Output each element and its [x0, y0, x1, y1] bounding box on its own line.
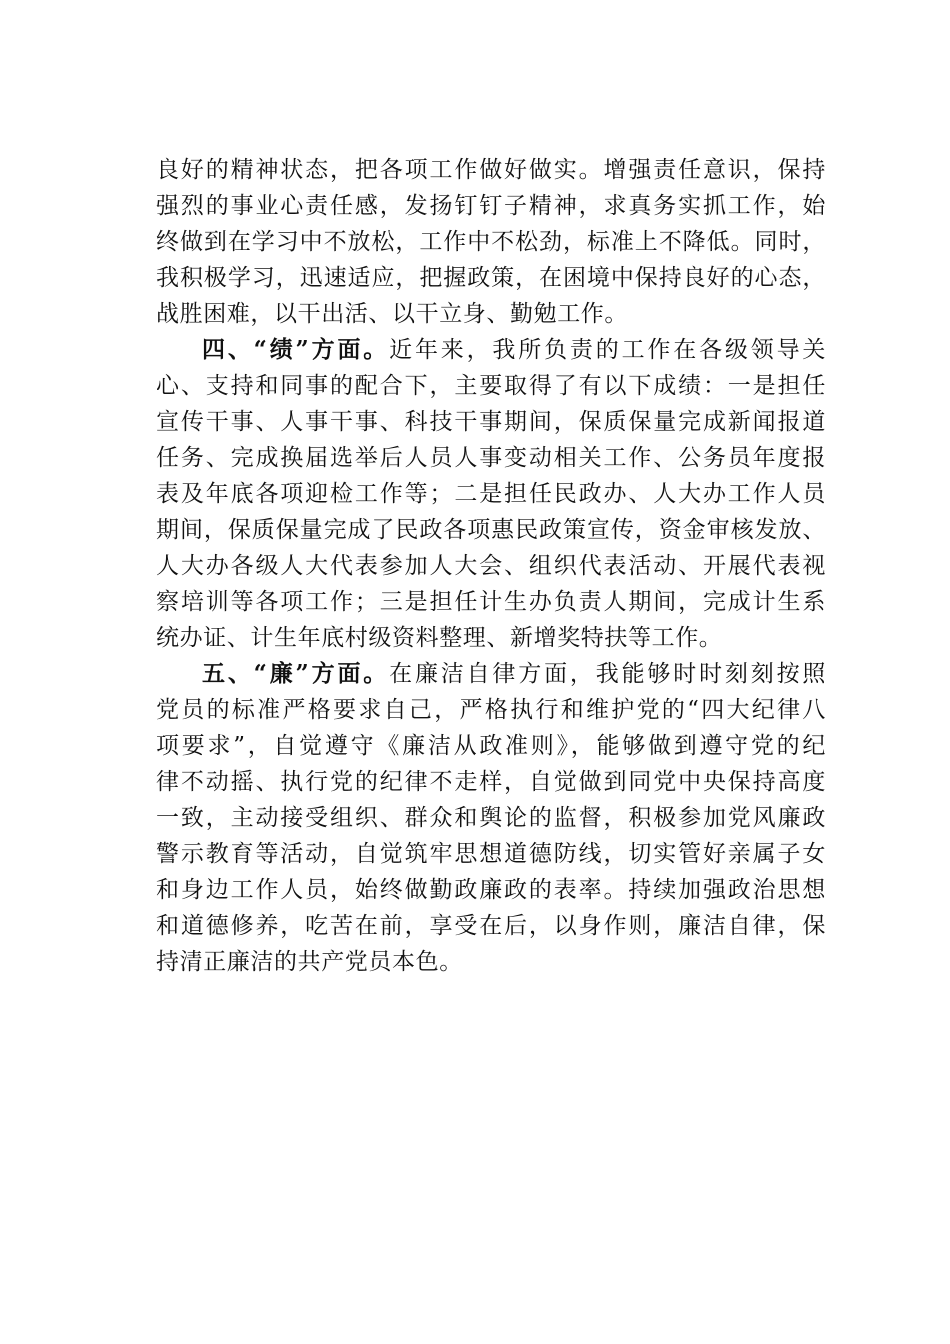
- text-line: 强烈的事业心责任感，发扬钉钉子精神，求真务实抓工作，始: [156, 193, 826, 219]
- text-line: 党员的标准严格要求自己，严格执行和维护党的“四大纪律八: [156, 697, 826, 723]
- document-body: [156, 152, 826, 980]
- text-line: 宣传干事、人事干事、科技干事期间，保质保量完成新闻报道: [156, 409, 826, 435]
- text-line: 持清正廉洁的共产党员本色。: [156, 949, 463, 975]
- text-line: 和道德修养，吃苦在前，享受在后，以身作则，廉洁自律，保: [156, 913, 826, 939]
- text-line: 警示教育等活动，自觉筑牢思想道德防线，切实管好亲属子女: [156, 841, 826, 867]
- text-line: 期间，保质保量完成了民政各项惠民政策宣传，资金审核发放、: [156, 517, 826, 543]
- text-line: 统办证、计生年底村级资料整理、新增奖特扶等工作。: [156, 625, 723, 651]
- text-line: 表及年底各项迎检工作等；二是担任民政办、人大办工作人员: [156, 481, 826, 507]
- section-heading-lian: 五、“廉”方面。: [202, 660, 390, 687]
- text-line: 任务、完成换届选举后人员人事变动相关工作、公务员年度报: [156, 445, 826, 471]
- text-line: 战胜困难，以干出活、以干立身、勤勉工作。: [156, 301, 628, 327]
- text-run: 在廉洁自律方面，我能够时时刻刻按照: [389, 661, 826, 687]
- text-line: 一致，主动接受组织、群众和舆论的监督，积极参加党风廉政: [156, 805, 826, 831]
- paragraph-lian: [156, 656, 826, 980]
- text-line: 心、支持和同事的配合下，主要取得了有以下成绩：一是担任: [156, 373, 826, 399]
- paragraph-continued: [156, 152, 826, 332]
- text-line: 律不动摇、执行党的纪律不走样，自觉做到同党中央保持高度: [156, 769, 826, 795]
- paragraph-ji: [156, 332, 826, 656]
- text-line: 项要求”，自觉遵守《廉洁从政准则》，能够做到遵守党的纪: [156, 733, 826, 759]
- text-run: 近年来，我所负责的工作在各级领导关: [389, 337, 826, 363]
- paragraph-first-line: [156, 332, 826, 368]
- text-line: 良好的精神状态，把各项工作做好做实。增强责任意识，保持: [156, 157, 826, 183]
- text-line: 终做到在学习中不放松，工作中不松劲，标准上不降低。同时，: [156, 229, 826, 255]
- text-line: 察培训等各项工作；三是担任计生办负责人期间，完成计生系: [156, 589, 826, 615]
- text-line: 人大办各级人大代表参加人大会、组织代表活动、开展代表视: [156, 553, 826, 579]
- paragraph-first-line: [156, 656, 826, 692]
- section-heading-ji: 四、“绩”方面。: [202, 336, 390, 363]
- text-line: 我积极学习，迅速适应，把握政策，在困境中保持良好的心态，: [156, 265, 826, 291]
- text-line: 和身边工作人员，始终做勤政廉政的表率。持续加强政治思想: [156, 877, 826, 903]
